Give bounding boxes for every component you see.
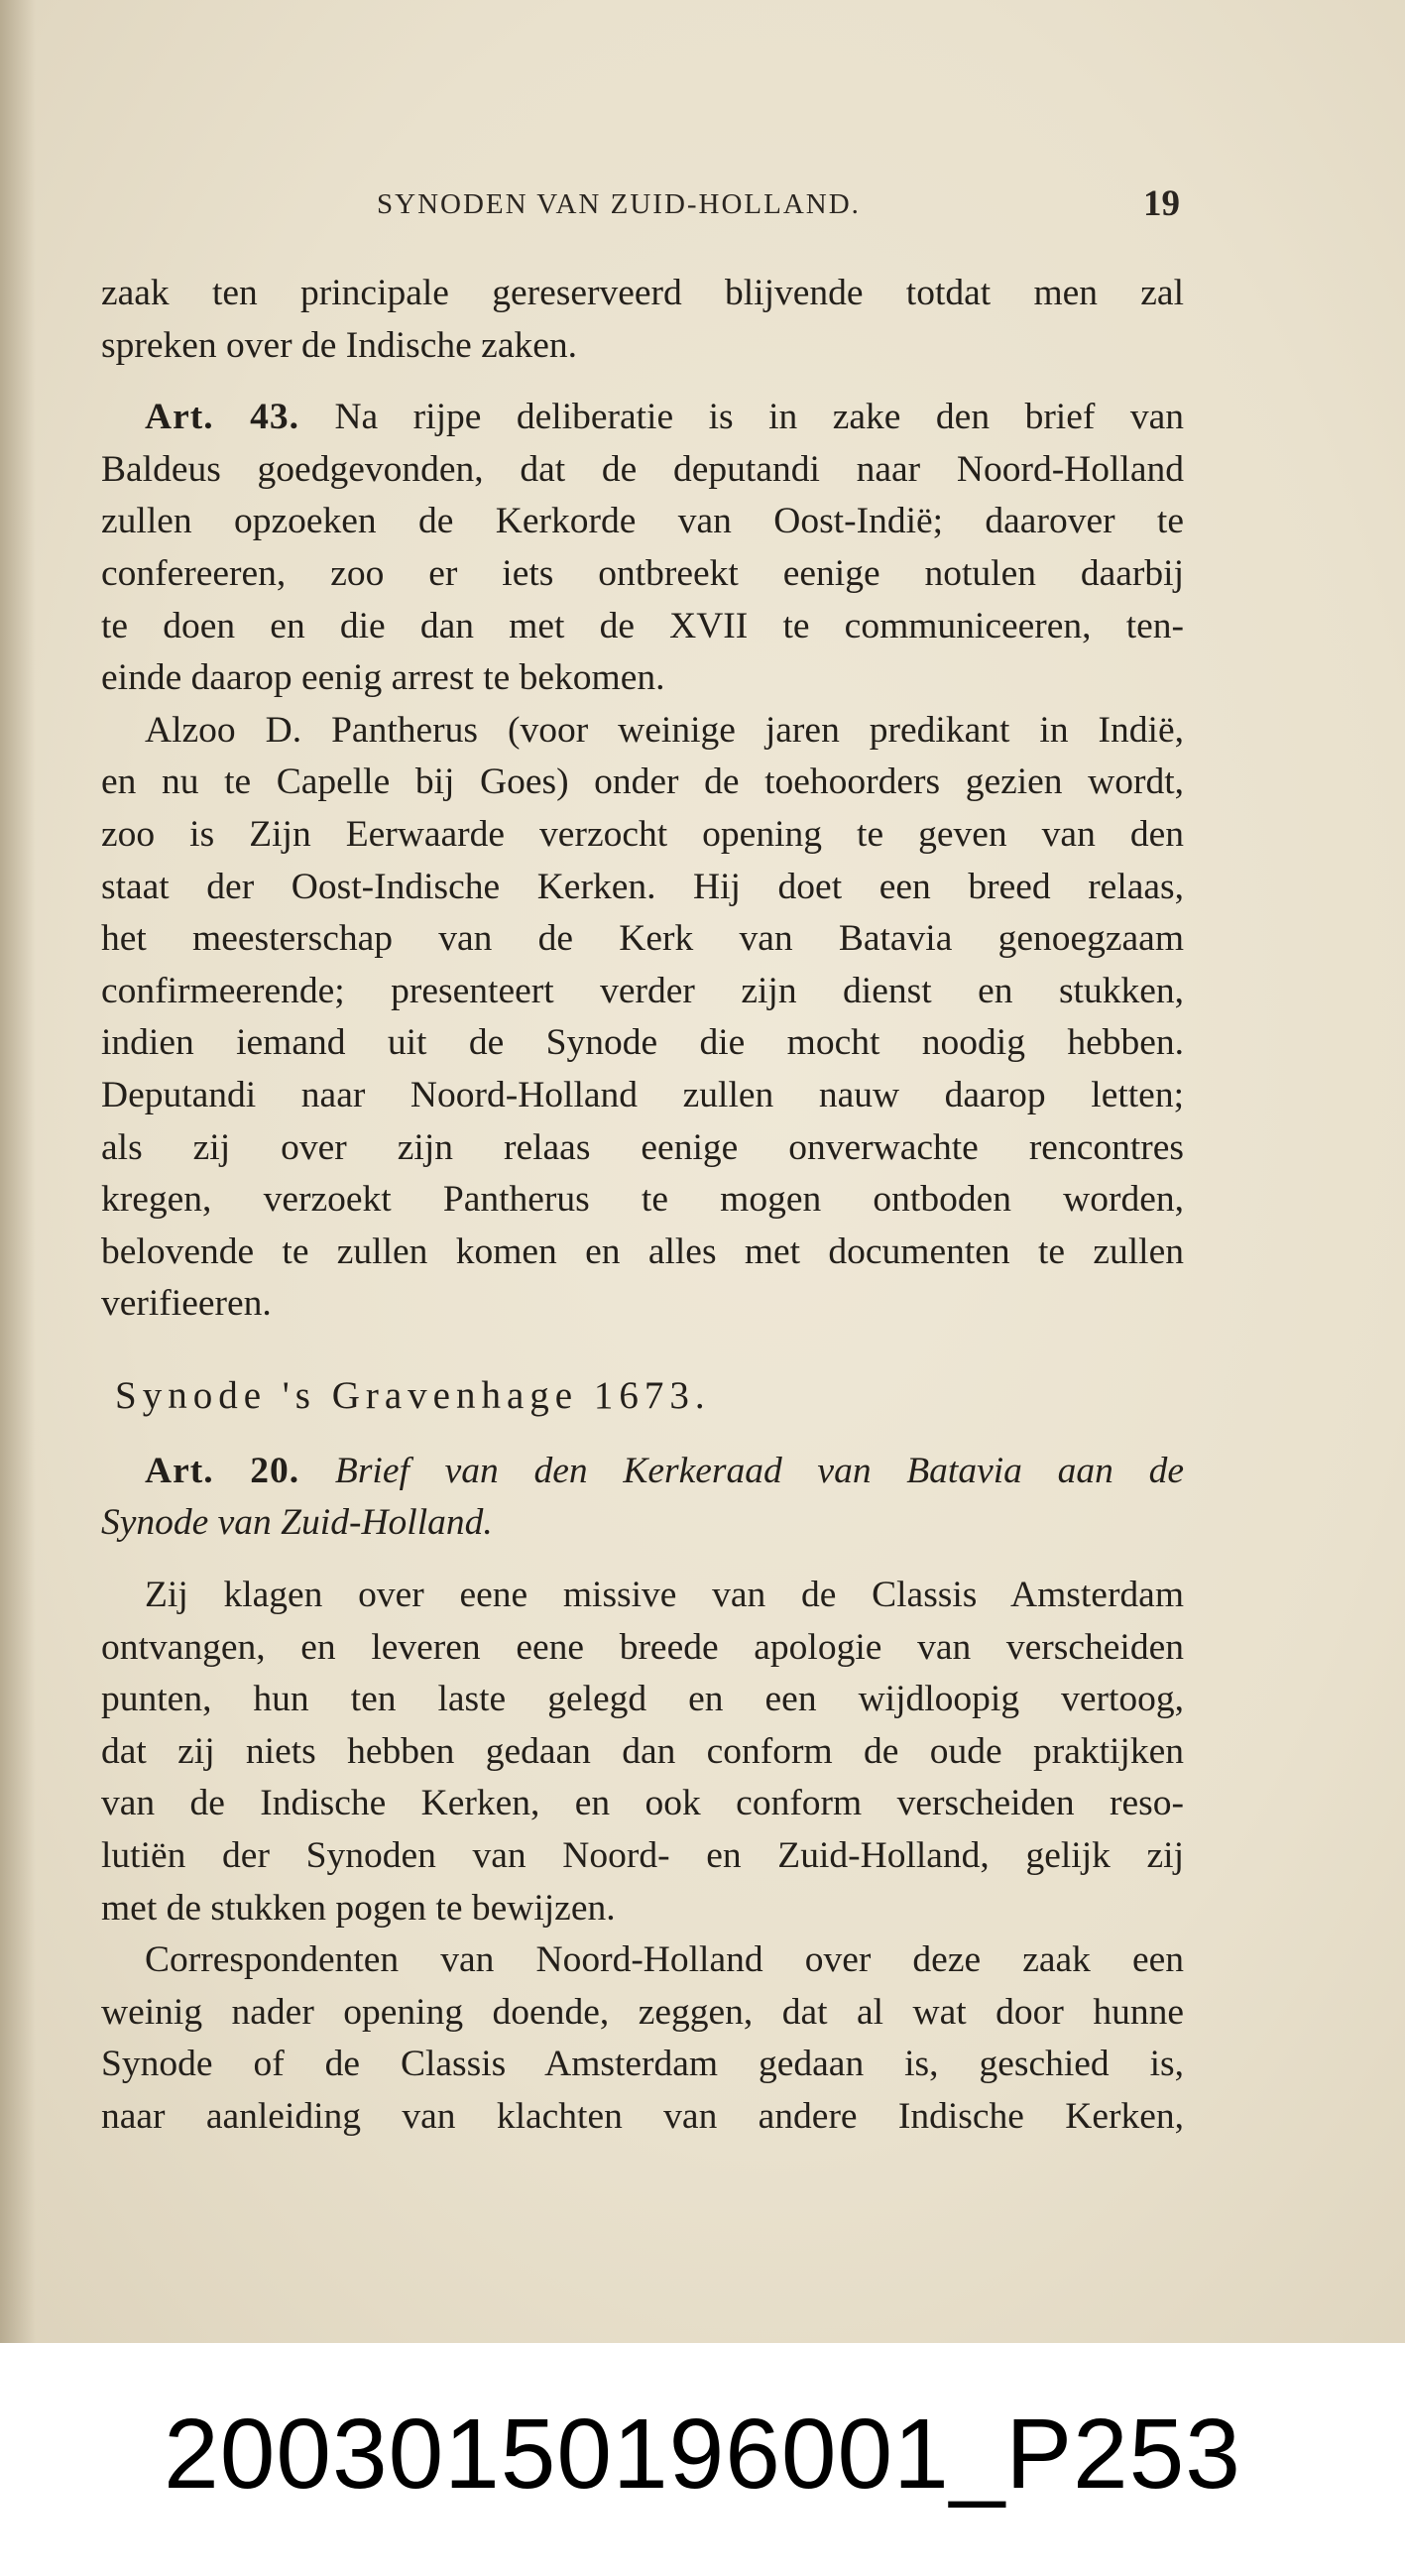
text-line: staat der Oost-Indische Kerken. Hij doet een breed relaas, — [101, 866, 1184, 907]
text-line: punten, hun ten laste gelegd en een wijdloopig vertoog, — [101, 1679, 1184, 1720]
text-line: te doen en die dan met de XVII te communiceeren, ten- — [101, 605, 1184, 646]
article-20-first-line — [101, 1446, 1184, 1498]
text-line: naar aanleiding van klachten van andere Indische Kerken, — [101, 2096, 1184, 2137]
text-line: zaak ten principale gereserveerd blijvende totdat men zal — [101, 273, 1184, 313]
text-line: van de Indische Kerken, en ook conform verscheiden reso- — [101, 1783, 1184, 1824]
page-gutter-shadow — [0, 0, 36, 2343]
article-20-title-cont: Synode van Zuid-Holland. — [101, 1502, 493, 1544]
text-line: als zij over zijn relaas eenige onverwachte rencontres — [101, 1126, 1184, 1168]
text-line: spreken over de Indische zaken. — [101, 324, 577, 366]
page-header — [99, 183, 1180, 238]
text-line: Alzoo D. Pantherus (voor weinige jaren predikant in Indië, — [145, 709, 1184, 751]
text-line: Baldeus goedgevonden, dat de deputandi naar Noord-Holland — [101, 448, 1184, 490]
body-text — [101, 268, 1184, 2144]
article-20-label: Art. 20. — [145, 1450, 300, 1491]
running-head: SYNODEN VAN ZUID-HOLLAND. — [377, 188, 861, 220]
page-number: 19 — [1143, 183, 1180, 224]
article-20-title: Brief van den Kerkeraad van Batavia aan de — [334, 1450, 1184, 1491]
text-line: en nu te Capelle bij Goes) onder de toehoorders gezien wordt, — [101, 761, 1184, 803]
text-line: lutiën der Synoden van Noord- en Zuid-Holland, gelijk zij — [101, 1835, 1184, 1877]
text-line: Synode of de Classis Amsterdam gedaan is, geschied is, — [101, 2044, 1184, 2085]
text-line: het meesterschap van de Kerk van Batavia genoegzaam — [101, 918, 1184, 960]
text-line: weinig nader opening doende, zeggen, dat al wat door hunne — [101, 1991, 1184, 2033]
text-line: dat zij niets hebben gedaan dan conform de oude praktijken — [101, 1730, 1184, 1772]
text-line: zullen opzoeken de Kerkorde van Oost-Indië; daarover te — [101, 501, 1184, 542]
text-line: ontvangen, en leveren eene breede apologie van verscheiden — [101, 1626, 1184, 1668]
text-line: confirmeerende; presenteert verder zijn dienst en stukken, — [101, 970, 1184, 1011]
scan-id-label: 20030150196001_P253 — [164, 2399, 1241, 2510]
section-heading: Synode 's Gravenhage 1673. — [115, 1373, 711, 1417]
text-line: belovende te zullen komen en alles met documenten te zullen — [101, 1230, 1184, 1272]
text-line: Correspondenten van Noord-Holland over deze zaak een — [145, 1939, 1184, 1981]
text-line: confereeren, zoo er iets ontbreekt eenige notulen daarbij — [101, 552, 1184, 594]
article-43-label: Art. 43. — [145, 397, 299, 438]
text-line: Zij klagen over eene missive van de Classis Amsterdam — [145, 1575, 1184, 1616]
article-43-first-line — [101, 392, 1184, 444]
text-line: zoo is Zijn Eerwaarde verzocht opening te geven van den — [101, 813, 1184, 855]
text-line: met de stukken pogen te bewijzen. — [101, 1887, 616, 1929]
text-line: indien iemand uit de Synode die mocht noodig hebben. — [101, 1022, 1184, 1064]
text-line: einde daarop eenig arrest te bekomen. — [101, 657, 665, 699]
text-line: Deputandi naar Noord-Holland zullen nauw daarop letten; — [101, 1074, 1184, 1115]
text-line: Na rijpe deliberatie is in zake den brief van — [334, 397, 1184, 438]
text-line: verifieeren. — [101, 1283, 272, 1325]
text-line: kregen, verzoekt Pantherus te mogen ontboden worden, — [101, 1179, 1184, 1221]
